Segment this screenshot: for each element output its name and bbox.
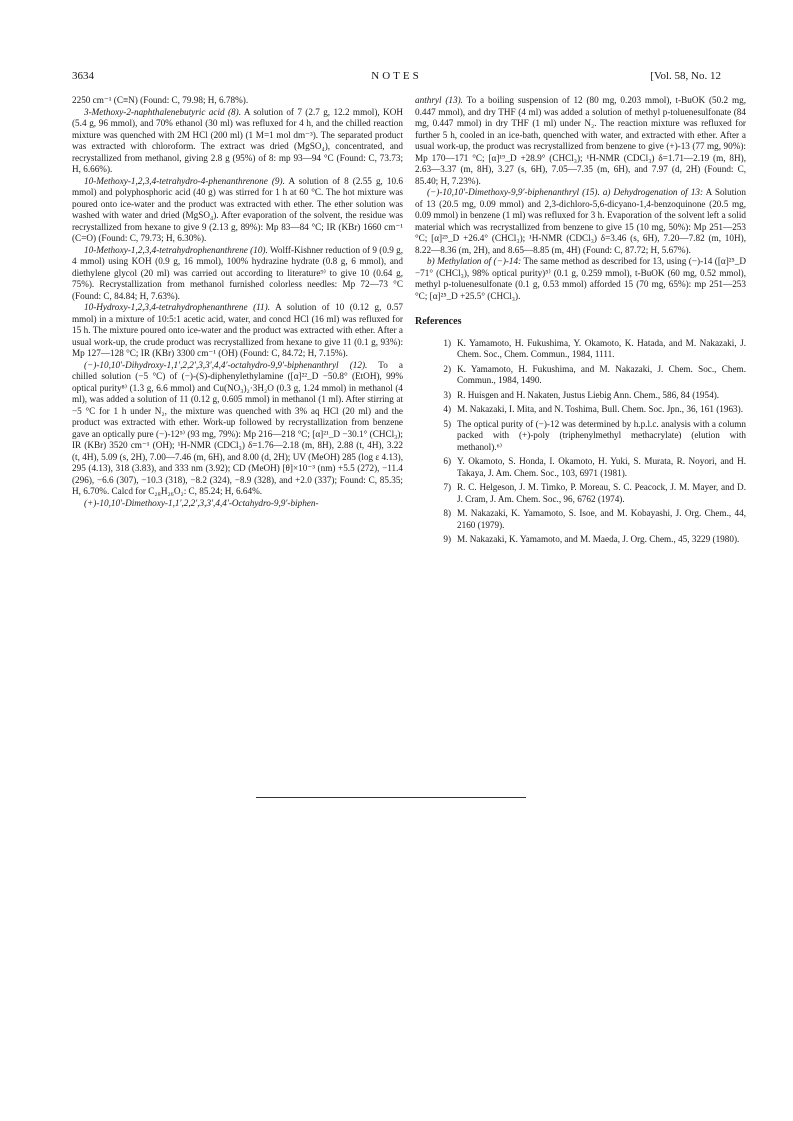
reference-item: 8) M. Nakazaki, K. Yamamoto, S. Isoe, and M. Kobayashi, J. Org. Chem., 44, 2160 (1979). [443, 508, 746, 530]
compound-heading: 10-Hydroxy-1,2,3,4-tetrahydrophenanthrene (11). [84, 302, 271, 312]
reference-item: 1) K. Yamamoto, H. Fukushima, Y. Okamoto, K. Hatada, and M. Nakazaki, J. Chem. Soc., Chem. Commun., 1984, 1111. [443, 337, 746, 359]
paragraph: 3-Methoxy-2-naphthalenebutyric acid (8). A solution of 7 (2.7 g, 12.2 mmol), KOH (5.4 g, 96 mmol), and 70% ethanol (30 ml) was refluxed for 4 h, and the chilled reaction mixture was quenched with 2M HCl (200 ml) (1 M=1 mol dm⁻³). The separated product was extracted with chloroform. The extract was dried (MgSO₄), concentrated, and recrystallized from methanol, giving 2.8 g (95%) of 8: mp 93—94 °C (Found: C, 73.73; H, 6.66%). [72, 106, 403, 174]
page-number: 3634 [72, 70, 94, 82]
compound-heading: 3-Methoxy-2-naphthalenebutyric acid (8). [84, 106, 241, 117]
references-heading: References [415, 316, 462, 327]
volume-info: [Vol. 58, No. 12 [650, 70, 721, 82]
paragraph: b) Methylation of (−)-14: The same method as described for 13, using (−)-14 ([α]²⁵_D −71° (CHCl₃), 98% optical purity)⁵⁾ (0.1 g, 0.259 mmol), t-BuOK (60 mg, 0.52 mmol), methyl p-toluenesulfonate (0.1 g, 0.53 mmol) afforded 15 (70 mg, 65%): mp 251—253 °C; [α]²⁵_D +25.5° (CHCl₃). [415, 256, 746, 301]
reference-item: 4) M. Nakazaki, I. Mita, and N. Toshima, Bull. Chem. Soc. Jpn., 36, 161 (1963). [443, 404, 744, 414]
compound-heading: 10-Methoxy-1,2,3,4-tetrahydrophenanthrene (10). [84, 244, 268, 255]
compound-heading: (+)-10,10′-Dimethoxy-1,1′,2,2′,3,3′,4,4′-Octahydro-9,9′-biphen- [84, 497, 319, 508]
reference-item: 6) Y. Okamoto, S. Honda, I. Okamoto, H. Yuki, S. Murata, R. Noyori, and H. Takaya, J. Am. Chem. Soc., 103, 6971 (1981). [443, 456, 746, 478]
paragraph: anthryl (13). To a boiling suspension of 12 (80 mg, 0.203 mmol), t-BuOK (50.2 mg, 0.447 mmol), and dry THF (4 ml) was added a solution of methyl p-toluenesulfonate (84 mg, 0.447 mmol) in dry THF (1 ml) under N₂. The reaction mixture was refluxed for further 5 h, cooled in an ice-bath, quenched with water, and extracted with ether. After a usual work-up, the product was recrystallized from benzene to give (+)-13 (77 mg, 90%): Mp 170—171 °C; [α]¹⁹_D +28.9° (CHCl₃); ¹H-NMR (CDCl₃) δ=1.71—2.19 (m, 8H), 2.63—3.37 (m, 8H), 3.27 (s, 6H), 7.05—7.35 (m, 6H), and 7.97 (d, 2H) (Found: C, 85.40; H, 7.23%). [415, 95, 746, 186]
compound-heading: (−)-10,10′-Dihydroxy-1,1′,2,2′,3,3′,4,4′-octahydro-9,9′-biphenanthryl (12). [84, 359, 368, 370]
compound-heading: anthryl (13). [415, 95, 463, 105]
reference-item: 5) The optical purity of (−)-12 was determined by h.p.l.c. analysis with a column packed with (+)-poly (triphenylmethyl methacrylate) (elution with methanol).⁶⁾ [443, 418, 746, 452]
left-column [72, 95, 403, 509]
compound-heading: (−)-10,10′-Dimethoxy-9,9′-biphenanthryl (15). a) Dehydrogenation of 13: [427, 187, 704, 197]
reference-item: 2) K. Yamamoto, H. Fukushima, and M. Nakazaki, J. Chem. Soc., Chem. Commun., 1984, 1490. [443, 363, 746, 385]
paragraph: 10-Methoxy-1,2,3,4-tetrahydro-4-phenanthrenone (9). A solution of 8 (2.55 g, 10.6 mmol) and polyphosphoric acid (40 g) was stirred for 1 h at 60 °C. The hot mixture was poured onto ice-water and the product was extracted with ether. The ether solution was washed with water and dried (MgSO₄). After evaporation of the solvent, the residue was recrystallized from hexane to give 9 (2.13 g, 89%): Mp 83—84 °C; IR (KBr) 1660 cm⁻¹ (C=O) (Found: C, 79.73; H, 6.30%). [72, 175, 403, 243]
section-title: NOTES [371, 70, 422, 82]
reference-item: 9) M. Nakazaki, K. Yamamoto, and M. Maeda, J. Org. Chem., 45, 3229 (1980). [443, 534, 740, 544]
paragraph [72, 498, 403, 510]
paragraph: 10-Methoxy-1,2,3,4-tetrahydrophenanthrene (10). Wolff-Kishner reduction of 9 (0.9 g, 4 mmol) using KOH (0.9 g, 16 mmol), 100% hydrazine hydrate (0.8 g, 6 mmol), and diethylene glycol (20 ml) was carried out according to literature⁹⁾ to give 10 (0.64 g, 75%). Recrystallization from methanol furnished colorless needles: Mp 72—73 °C (Found: C, 84.84; H, 7.63%). [72, 244, 404, 301]
compound-heading: b) Methylation of (−)-14: [427, 256, 522, 266]
paragraph: (−)-10,10′-Dihydroxy-1,1′,2,2′,3,3′,4,4′-octahydro-9,9′-biphenanthryl (12). To a chilled solution (−5 °C) of (−)-(S)-diphenylethylamine ([α]²²_D −50.8° (EtOH), 99% optical purity⁸⁾ (1.3 g, 6.6 mmol) and Cu(NO₃)₂·3H₂O (0.3 g, 1.24 mmol) in methanol (4 ml), was added a solution of 11 (0.12 g, 0.605 mmol) in methanol (1 ml). After stirring at −5 °C for 1 h under N₂, the mixture was quenched with 3% aq HCl (20 ml) and the product was extracted with ether. Work-up followed by recrystallization from benzene gave an optically pure (−)-12⁵⁾ (93 mg, 79%): Mp 216—218 °C; [α]²¹_D −30.1° (CHCl₃); IR (KBr) 3520 cm⁻¹ (OH); ¹H-NMR (CDCl₃) δ=1.76—2.18 (m, 8H), 2.88 (t, 4H), 3.22 (t, 4H), 5.09 (s, 2H), 7.00—7.46 (m, 6H), and 8.00 (d, 2H); UV (MeOH) 285 (log ε 4.13), 295 (4.13), 318 (3.83), and 333 nm (3.92); CD (MeOH) [θ]×10⁻³ (nm) +5.5 (272), −11.4 (296), −6.6 (307), −10.3 (318), −8.2 (324), −8.9 (328), and +2.0 (337); Found: C, 85.35; H, 6.70%. Calcd for C₂₈H₂₆O₂: C, 85.24; H, 6.64%. [72, 359, 403, 496]
end-rule [256, 797, 526, 798]
right-column [415, 95, 746, 549]
reference-item: 3) R. Huisgen and H. Nakaten, Justus Liebig Ann. Chem., 586, 84 (1954). [443, 389, 720, 400]
running-header [0, 70, 793, 86]
paragraph: (−)-10,10′-Dimethoxy-9,9′-biphenanthryl (15). a) Dehydrogenation of 13: A Solution of 13 (20.5 mg, 0.09 mmol) and 2,3-dichloro-5,6-dicyano-1,4-benzoquinone (20.5 mg, 0.09 mmol) in benzene (1 ml) was refluxed for 3 h. Evaporation of the solvent left a solid material which was recrystallized from benzene to give 15 (10 mg, 50%): Mp 251—253 °C; [α]²⁵_D +26.4° (CHCl₃); ¹H-NMR (CDCl₃) δ=3.46 (s, 6H), 7.20—7.82 (m, 10H), 8.22—8.36 (m, 2H), and 8.65—8.85 (m, 4H) (Found: C, 87.72; H, 5.67%). [415, 187, 746, 255]
compound-heading: 10-Methoxy-1,2,3,4-tetrahydro-4-phenanthrenone (9). [84, 175, 285, 186]
reference-item: 7) R. C. Helgeson, J. M. Timko, P. Moreau, S. C. Peacock, J. M. Mayer, and D. J. Cram, J. Am. Chem. Soc., 96, 6762 (1974). [443, 482, 746, 504]
paragraph: 10-Hydroxy-1,2,3,4-tetrahydrophenanthrene (11). A solution of 10 (0.12 g, 0.57 mmol) in a mixture of 10:5:1 acetic acid, water, and concd HCl (16 ml) was refluxed for 15 h. The mixture poured onto ice-water and the product was extracted with ether. After a usual work-up, the crude product was recrystallized from hexane to give 11 (0.1 g, 93%): Mp 127—128 °C; IR (KBr) 3300 cm⁻¹ (OH) (Found: C, 84.72; H, 7.15%). [72, 302, 404, 358]
references-list [415, 338, 746, 546]
paragraph: 2250 cm⁻¹ (C≡N) (Found: C, 79.98; H, 6.78%). [72, 95, 249, 105]
